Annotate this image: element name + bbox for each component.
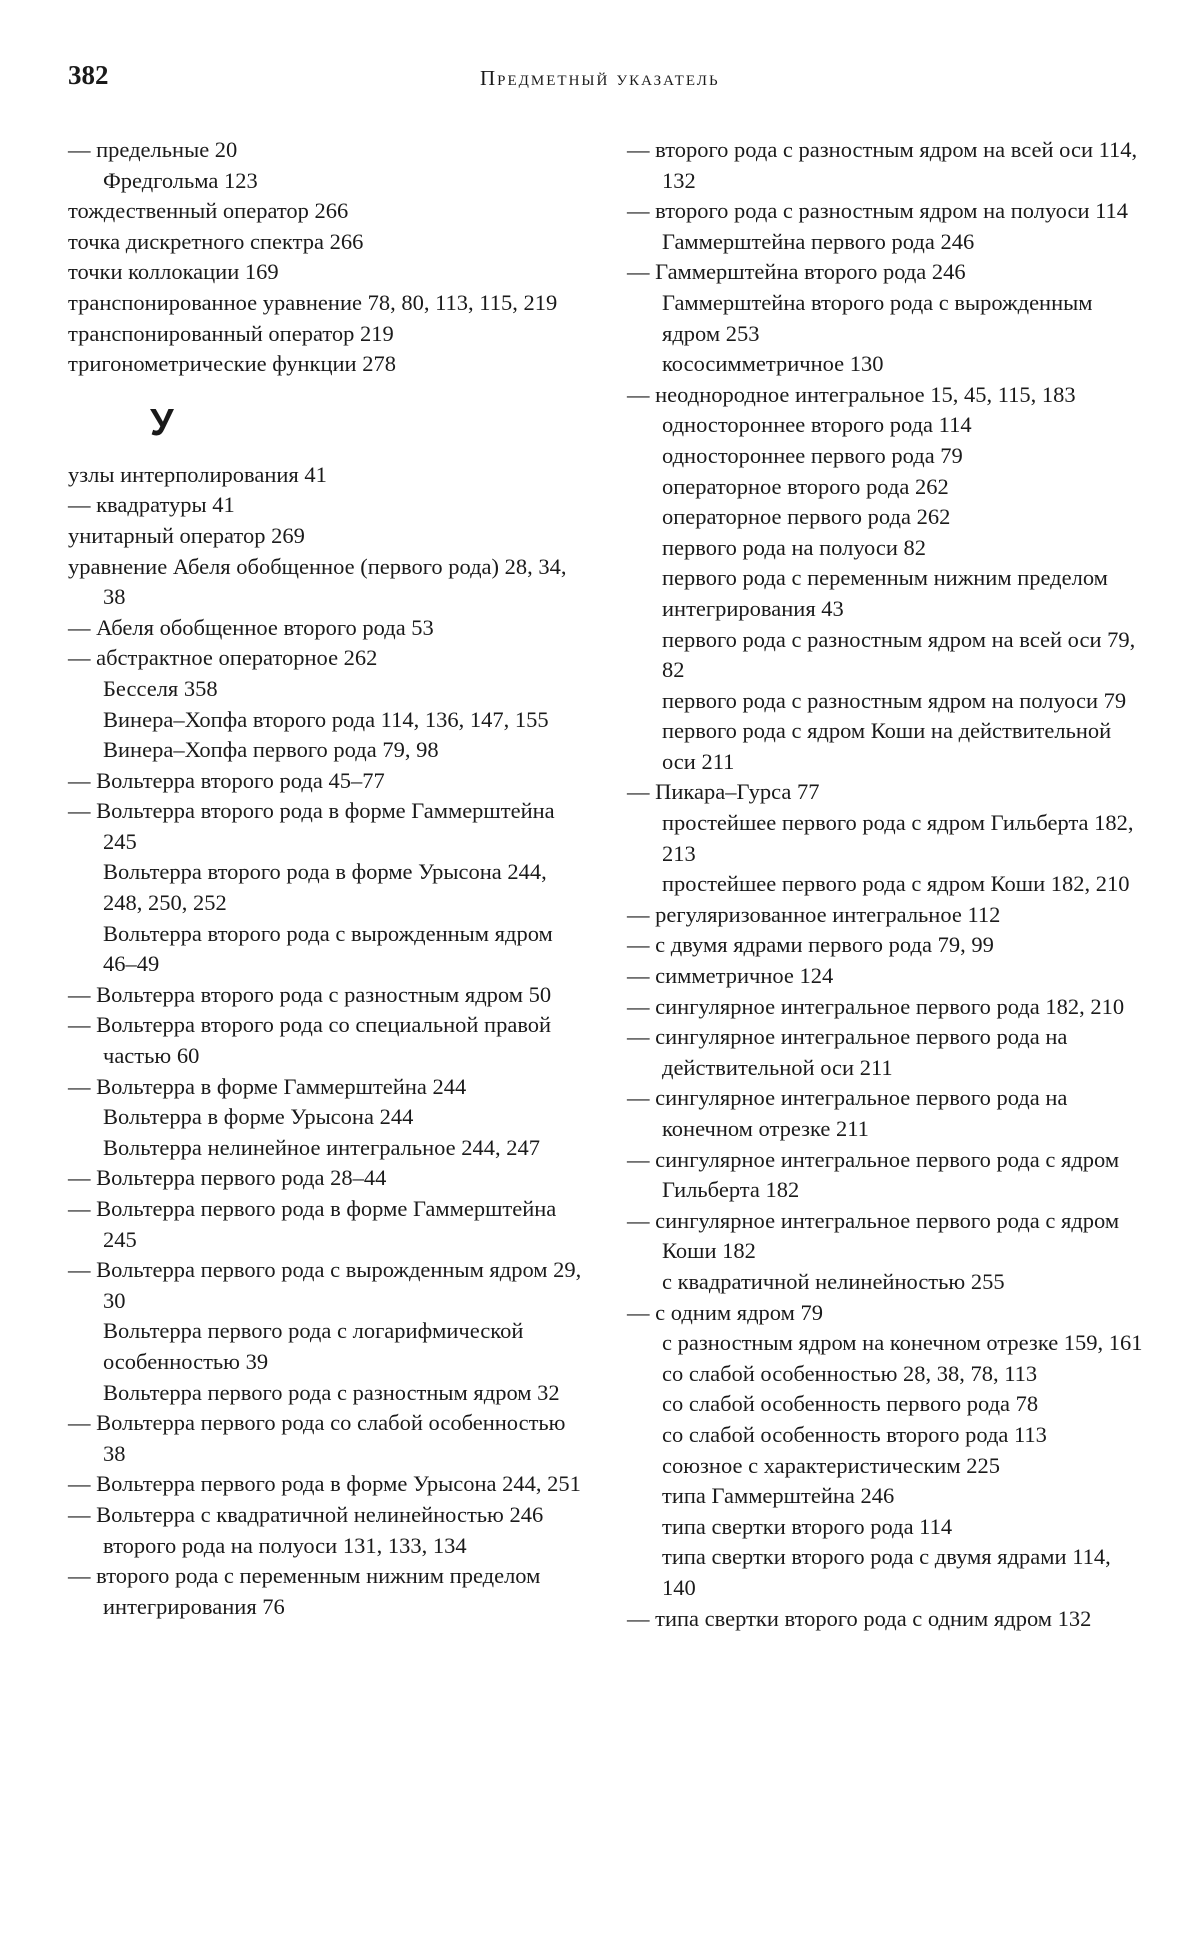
index-entry: с разностным ядром на конечном отрезке 159, 161 [627, 1328, 1147, 1359]
index-entry: — Вольтерра первого рода 28–44 [68, 1163, 588, 1194]
index-entry: одностороннее первого рода 79 [627, 441, 1147, 472]
index-entry: — сингулярное интегральное первого рода с ядром Коши 182 [627, 1206, 1147, 1267]
index-entry: — регуляризованное интегральное 112 [627, 900, 1147, 931]
index-entry: — сингулярное интегральное первого рода 182, 210 [627, 992, 1147, 1023]
index-entry: первого рода с разностным ядром на полуоси 79 [627, 686, 1147, 717]
index-entry: типа Гаммерштейна 246 [627, 1481, 1147, 1512]
index-entry: первого рода с ядром Коши на действительной оси 211 [627, 716, 1147, 777]
index-entry: — Вольтерра первого рода с вырожденным ядром 29, 30 [68, 1255, 588, 1316]
index-entry: Вольтерра первого рода с разностным ядром 32 [68, 1378, 588, 1409]
index-entry: Винера–Хопфа второго рода 114, 136, 147, 155 [68, 705, 588, 736]
index-entry: — Вольтерра второго рода в форме Гаммерштейна 245 [68, 796, 588, 857]
section-letter: У [150, 404, 588, 442]
index-block-u-continued [627, 135, 1147, 1634]
index-entry: узлы интерполирования 41 [68, 460, 588, 491]
index-entry: — Вольтерра первого рода со слабой особенностью 38 [68, 1408, 588, 1469]
index-entry: Вольтерра первого рода с логарифмической особенностью 39 [68, 1316, 588, 1377]
running-title: Предметный указатель [480, 66, 720, 91]
index-entry: одностороннее второго рода 114 [627, 410, 1147, 441]
index-entry: — с одним ядром 79 [627, 1298, 1147, 1329]
index-entry: — с двумя ядрами первого рода 79, 99 [627, 930, 1147, 961]
index-entry: — Вольтерра первого рода в форме Урысона 244, 251 [68, 1469, 588, 1500]
index-entry: первого рода с переменным нижним пределом интегрирования 43 [627, 563, 1147, 624]
page-number: 382 [68, 60, 109, 91]
index-entry: Вольтерра нелинейное интегральное 244, 247 [68, 1133, 588, 1164]
index-entry: — второго рода с переменным нижним пределом интегрирования 76 [68, 1561, 588, 1622]
index-entry: унитарный оператор 269 [68, 521, 588, 552]
index-entry: — Вольтерра в форме Гаммерштейна 244 [68, 1072, 588, 1103]
index-entry: первого рода с разностным ядром на всей оси 79, 82 [627, 625, 1147, 686]
left-column [68, 135, 588, 1622]
index-block-u [68, 460, 588, 1623]
index-entry: — абстрактное операторное 262 [68, 643, 588, 674]
index-entry: — Вольтерра второго рода со специальной правой частью 60 [68, 1010, 588, 1071]
index-entry: транспонированное уравнение 78, 80, 113, 115, 219 [68, 288, 588, 319]
index-entry: — симметричное 124 [627, 961, 1147, 992]
index-entry: — Гаммерштейна второго рода 246 [627, 257, 1147, 288]
index-entry: со слабой особенность второго рода 113 [627, 1420, 1147, 1451]
index-entry: простейшее первого рода с ядром Гильберта 182, 213 [627, 808, 1147, 869]
index-entry: простейшее первого рода с ядром Коши 182, 210 [627, 869, 1147, 900]
index-entry: Винера–Хопфа первого рода 79, 98 [68, 735, 588, 766]
index-entry: — сингулярное интегральное первого рода на конечном отрезке 211 [627, 1083, 1147, 1144]
index-entry: — Вольтерра первого рода в форме Гаммерштейна 245 [68, 1194, 588, 1255]
index-entry: точки коллокации 169 [68, 257, 588, 288]
index-entry: тригонометрические функции 278 [68, 349, 588, 380]
index-entry: союзное с характеристическим 225 [627, 1451, 1147, 1482]
index-entry: — неоднородное интегральное 15, 45, 115, 183 [627, 380, 1147, 411]
index-entry: операторное второго рода 262 [627, 472, 1147, 503]
index-entry: типа свертки второго рода 114 [627, 1512, 1147, 1543]
index-entry: транспонированный оператор 219 [68, 319, 588, 350]
index-entry: — квадратуры 41 [68, 490, 588, 521]
index-entry: — сингулярное интегральное первого рода на действительной оси 211 [627, 1022, 1147, 1083]
index-entry: точка дискретного спектра 266 [68, 227, 588, 258]
right-column [627, 135, 1147, 1634]
index-entry: типа свертки второго рода с двумя ядрами 114, 140 [627, 1542, 1147, 1603]
index-entry: — второго рода с разностным ядром на полуоси 114 [627, 196, 1147, 227]
index-entry: — Вольтерра второго рода 45–77 [68, 766, 588, 797]
index-entry: операторное первого рода 262 [627, 502, 1147, 533]
index-entry: — предельные 20 [68, 135, 588, 166]
index-entry: Вольтерра второго рода с вырожденным ядром 46–49 [68, 919, 588, 980]
index-entry: с квадратичной нелинейностью 255 [627, 1267, 1147, 1298]
index-entry: уравнение Абеля обобщенное (первого рода) 28, 34, 38 [68, 552, 588, 613]
index-entry: со слабой особенностью 28, 38, 78, 113 [627, 1359, 1147, 1390]
index-entry: первого рода на полуоси 82 [627, 533, 1147, 564]
index-entry: Гаммерштейна второго рода с вырожденным ядром 253 [627, 288, 1147, 349]
index-entry: — Абеля обобщенное второго рода 53 [68, 613, 588, 644]
index-block-t [68, 135, 588, 380]
index-entry: — сингулярное интегральное первого рода с ядром Гильберта 182 [627, 1145, 1147, 1206]
index-entry: — Вольтерра второго рода с разностным ядром 50 [68, 980, 588, 1011]
index-entry: — Вольтерра с квадратичной нелинейностью 246 [68, 1500, 588, 1531]
index-entry: Вольтерра второго рода в форме Урысона 244, 248, 250, 252 [68, 857, 588, 918]
index-entry: Бесселя 358 [68, 674, 588, 705]
index-entry: Вольтерра в форме Урысона 244 [68, 1102, 588, 1133]
index-entry: тождественный оператор 266 [68, 196, 588, 227]
index-entry: — типа свертки второго рода с одним ядром 132 [627, 1604, 1147, 1635]
index-entry: Фредгольма 123 [68, 166, 588, 197]
index-entry: со слабой особенность первого рода 78 [627, 1389, 1147, 1420]
index-entry: второго рода на полуоси 131, 133, 134 [68, 1531, 588, 1562]
index-entry: — второго рода с разностным ядром на всей оси 114, 132 [627, 135, 1147, 196]
index-entry: кососимметричное 130 [627, 349, 1147, 380]
index-entry: — Пикара–Гурса 77 [627, 777, 1147, 808]
index-entry: Гаммерштейна первого рода 246 [627, 227, 1147, 258]
